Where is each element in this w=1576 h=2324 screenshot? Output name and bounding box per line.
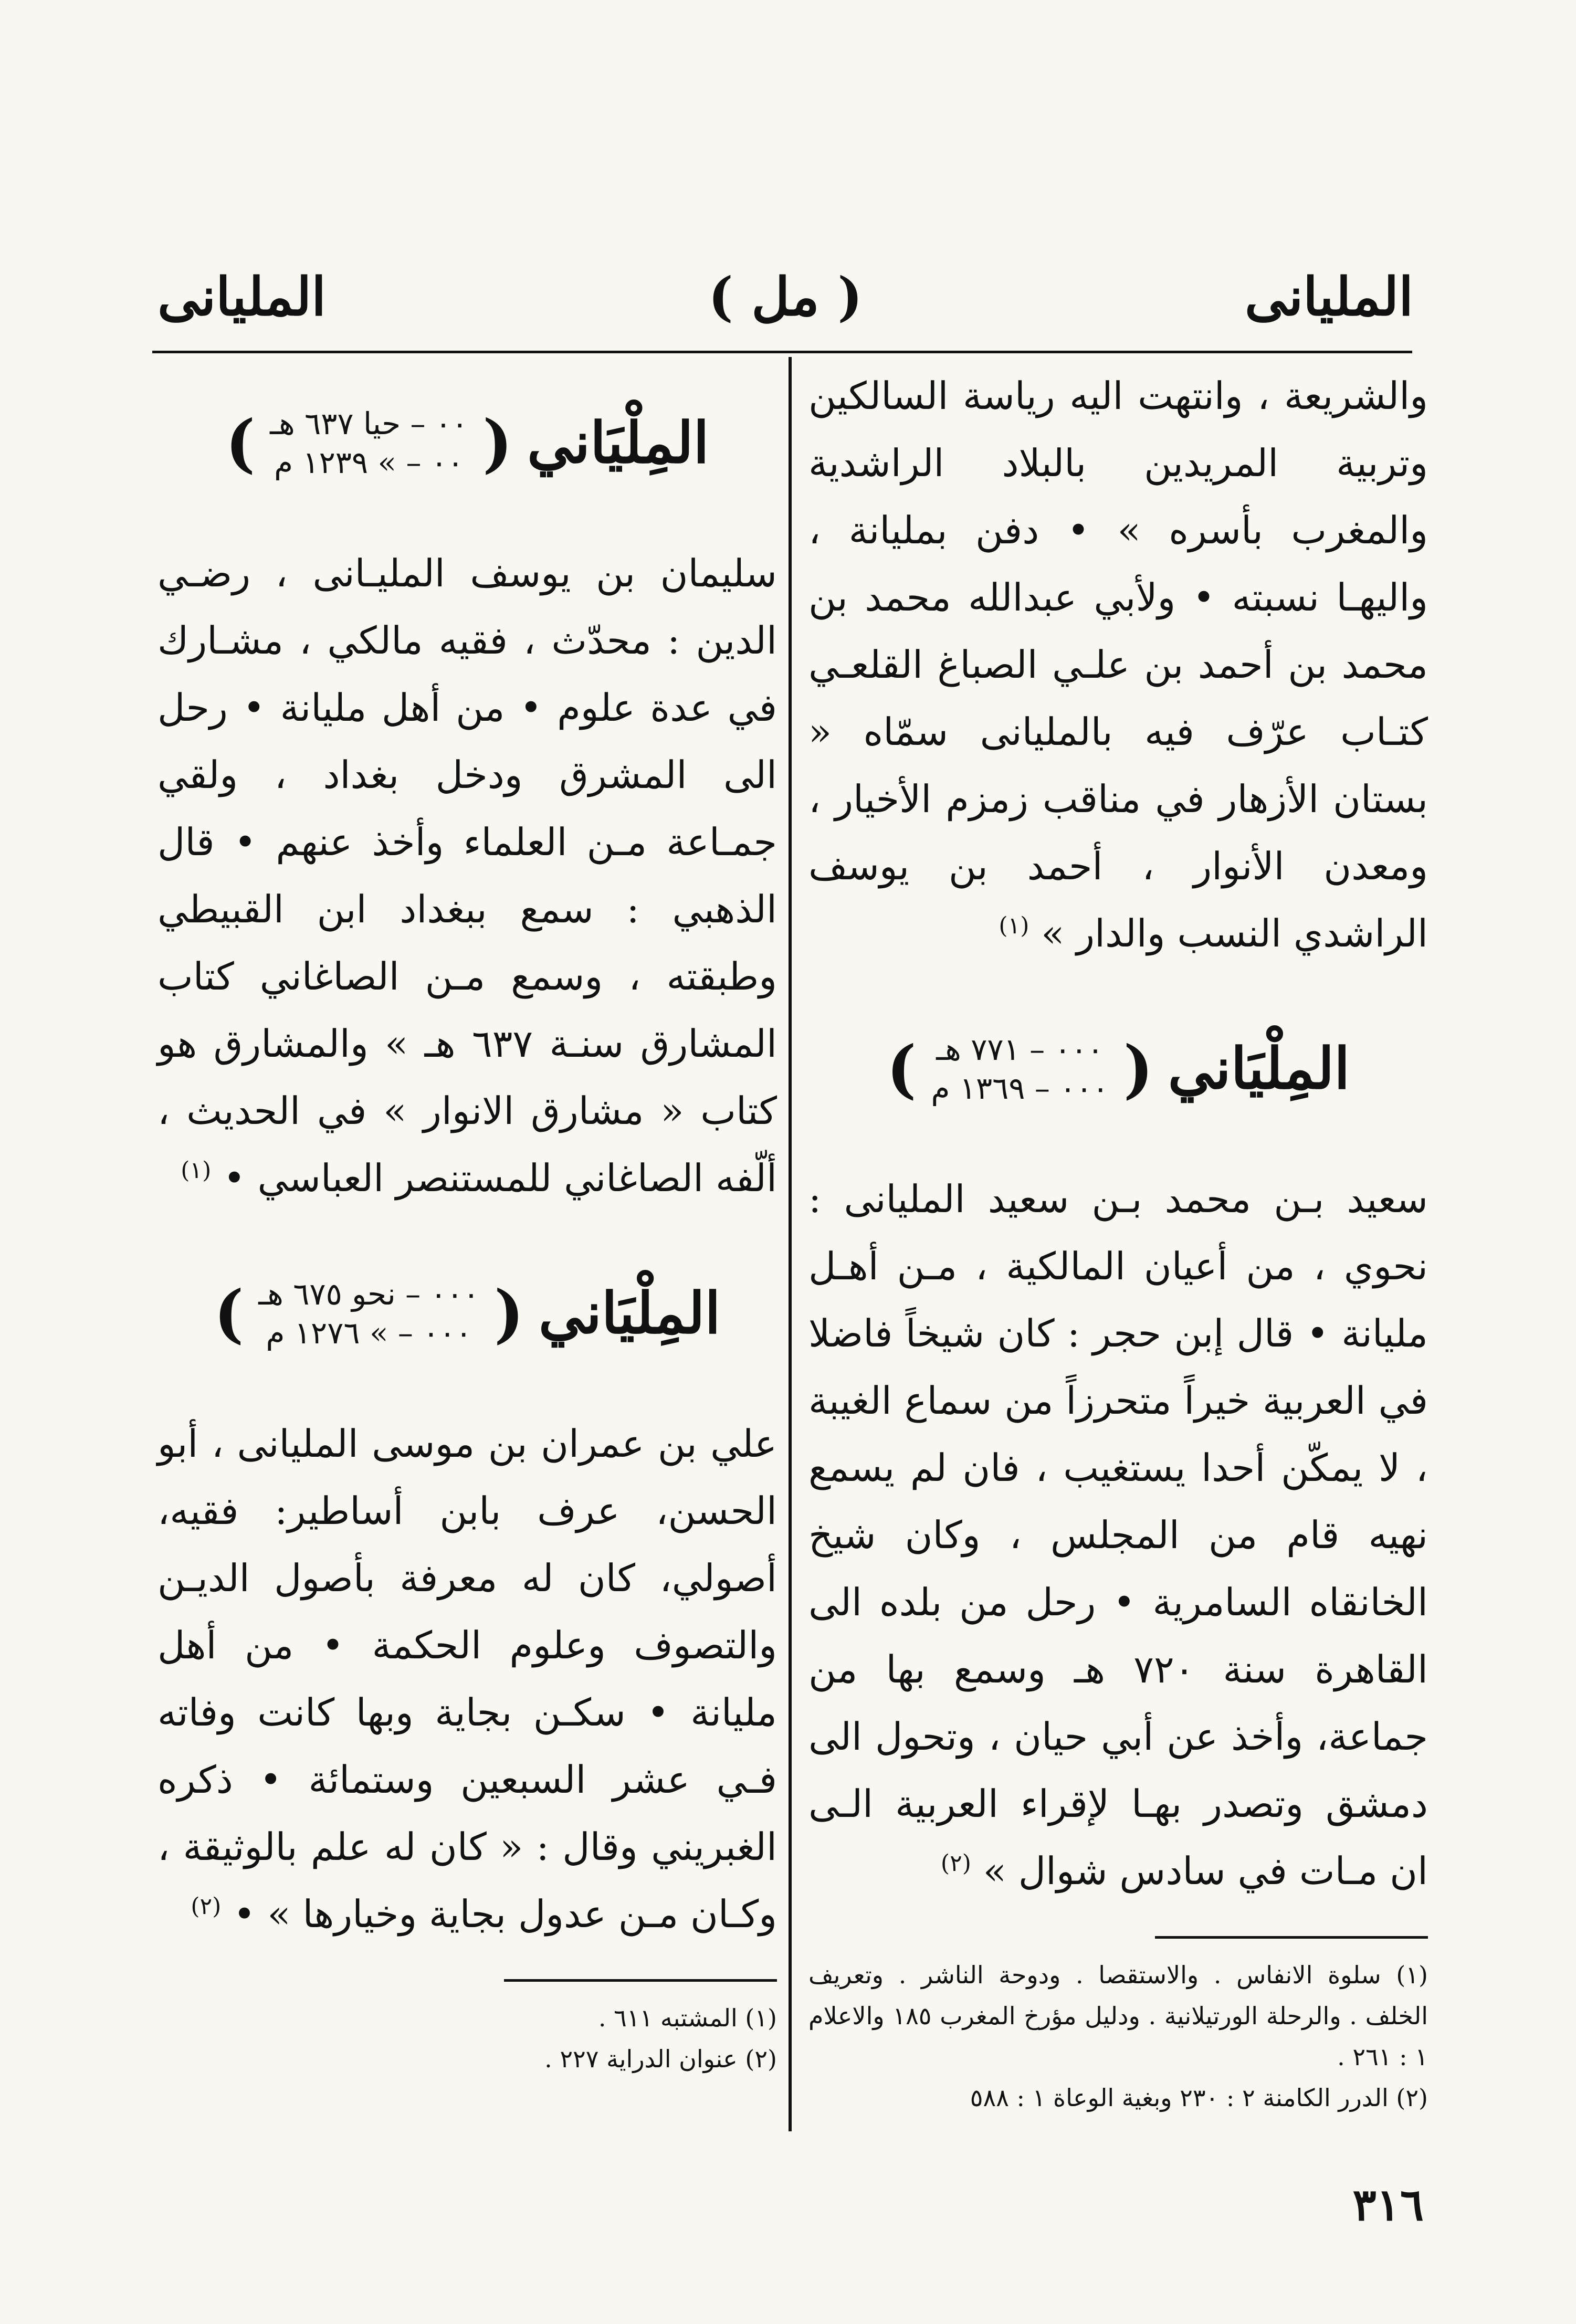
dates-gregorian: ٠٠ – » ١٢٣٩ م xyxy=(274,445,464,480)
open-paren: ( xyxy=(494,1276,524,1351)
dates-gregorian: ٠٠٠ – » ١٢٧٦ م xyxy=(266,1315,472,1351)
footnote-1: (١) سلوة الانفاس . والاستقصا . ودوحة الناشر . وتعريف الخلف . والرحلة الورتيلانية . ودليل مؤرخ المغرب ١٨٥ والاعلام ١ : ٢٦١ . xyxy=(808,1961,1428,2071)
entry-body: سليمان بن يوسف المليـانى ، رضـي الدين : محدّث ، فقيه مالكي ، مشـارك في عدة علوم • من أهل مليانة • رحل الى المشرق ودخل بغداد ، ولقي جمـاعة مـن العلماء وأخذ عنهم • قال الذهبي : سمع ببغداد ابن القبيطي وطبقته ، وسمع مـن الصاغاني كتاب المشارق سنـة ٦٣٧ هـ » والمشارق هو كتاب « مشارق الانوار » في الحديث ، ألّفه الصاغاني للمستنصر العباسي • xyxy=(157,551,777,1200)
entry-name: المِلْيَاني xyxy=(527,410,709,476)
column-divider xyxy=(789,357,792,2131)
footnote-ref: (٢) xyxy=(191,1893,222,1920)
continued-paragraph-text: والشريعة ، وانتهت اليه رياسة السالكين وتربية المريدين بالبلاد الراشدية والمغرب بأسره » • دفن بمليانة ، واليهـا نسبته • ولأبي عبدالله محمد بن محمد بن أحمد بن علـي الصباغ القلعـي كتـاب عرّف فيه بالمليانى سمّاه « بستان الأزهار في مناقب زمزم الأخيار ، ومعدن الأنوار ، أحمد بن يوسف الراشدي النسب والدار » xyxy=(808,374,1428,955)
footnote-ref: (١) xyxy=(999,912,1029,939)
close-paren: ) xyxy=(214,1276,244,1351)
open-paren: ( xyxy=(1123,1032,1153,1106)
footnote-rule xyxy=(1155,1936,1428,1939)
entry-name: المِلْيَاني xyxy=(1168,1036,1350,1102)
entry-dates xyxy=(931,1030,1109,1108)
entry-heading xyxy=(157,1275,777,1352)
dates-hijri: ٠٠ – حيا ٦٣٧ هـ xyxy=(270,406,468,441)
dates-gregorian: ٠٠٠ – ١٣٦٩ م xyxy=(931,1070,1109,1106)
page-number: ٣١٦ xyxy=(1352,2179,1424,2231)
footnote-rule xyxy=(504,1979,777,1982)
footnote-2: (٢) عنوان الدراية ٢٢٧ . xyxy=(544,2045,777,2073)
continued-paragraph xyxy=(808,362,1428,967)
open-paren: ( xyxy=(482,406,513,480)
entry-name: المِلْيَاني xyxy=(538,1280,721,1347)
close-paren: ) xyxy=(886,1032,917,1106)
entry-text xyxy=(157,540,777,1212)
footnote-2: (٢) الدرر الكامنة ٢ : ٢٣٠ وبغية الوعاة ١ : ٥٨٨ xyxy=(970,2084,1428,2112)
right-column xyxy=(808,362,1428,2118)
entry-body: علي بن عمران بن موسى المليانى ، أبو الحسن، عرف بابن أساطير: فقيه، أصولي، كان له معرفة بأصول الديـن والتصوف وعلوم الحكمة • من أهل مليانة • سكـن بجاية وبها كانت وفاته فـي عشر السبعين وستمائة • ذكره الغبريني وقال : « كان له علم بالوثيقة ، وكـان مـن عدول بجاية وخيارها » • xyxy=(157,1422,777,1936)
entry-heading xyxy=(157,404,777,482)
entry-text xyxy=(157,1410,777,1948)
header-rule xyxy=(152,351,1412,353)
left-column xyxy=(157,362,777,2079)
header-center-letters: ( مل ) xyxy=(708,266,863,328)
entry-body: سعيد بـن محمد بـن سعيد المليانى : نحوي ، من أعيان المالكية ، مـن أهـل مليانة • قال إبن حجر : كان شيخاً فاضلا في العربية خيراً متحرزاً من سماع الغيبة ، لا يمكّن أحدا يستغيب ، فان لم يسمع نهيه قام من المجلس ، وكان شيخ الخانقاه السامرية • رحل من بلده الى القاهرة سنة ٧٢٠ هـ وسمع بها من جماعة، وأخذ عن أبي حيان ، وتحول الى دمشق وتصدر بهـا لإقراء العربية الـى ان مـات في سادس شوال » xyxy=(808,1177,1428,1893)
entry-dates xyxy=(270,404,468,482)
dates-hijri: ٠٠٠ – ٧٧١ هـ xyxy=(936,1032,1104,1067)
footnote-ref: (١) xyxy=(181,1157,212,1184)
entry-text xyxy=(808,1165,1428,1905)
header-right-title: المليانى xyxy=(1245,266,1413,328)
running-header xyxy=(157,257,1413,336)
entry-heading xyxy=(808,1030,1428,1108)
entry-dates xyxy=(258,1275,479,1352)
footnote-1: (١) المشتبه ٦١١ . xyxy=(598,2004,777,2032)
header-left-title: المليانى xyxy=(157,266,326,328)
dates-hijri: ٠٠٠ – نحو ٦٧٥ هـ xyxy=(258,1276,480,1312)
close-paren: ) xyxy=(225,406,256,480)
footnote-ref: (٢) xyxy=(940,1850,971,1877)
